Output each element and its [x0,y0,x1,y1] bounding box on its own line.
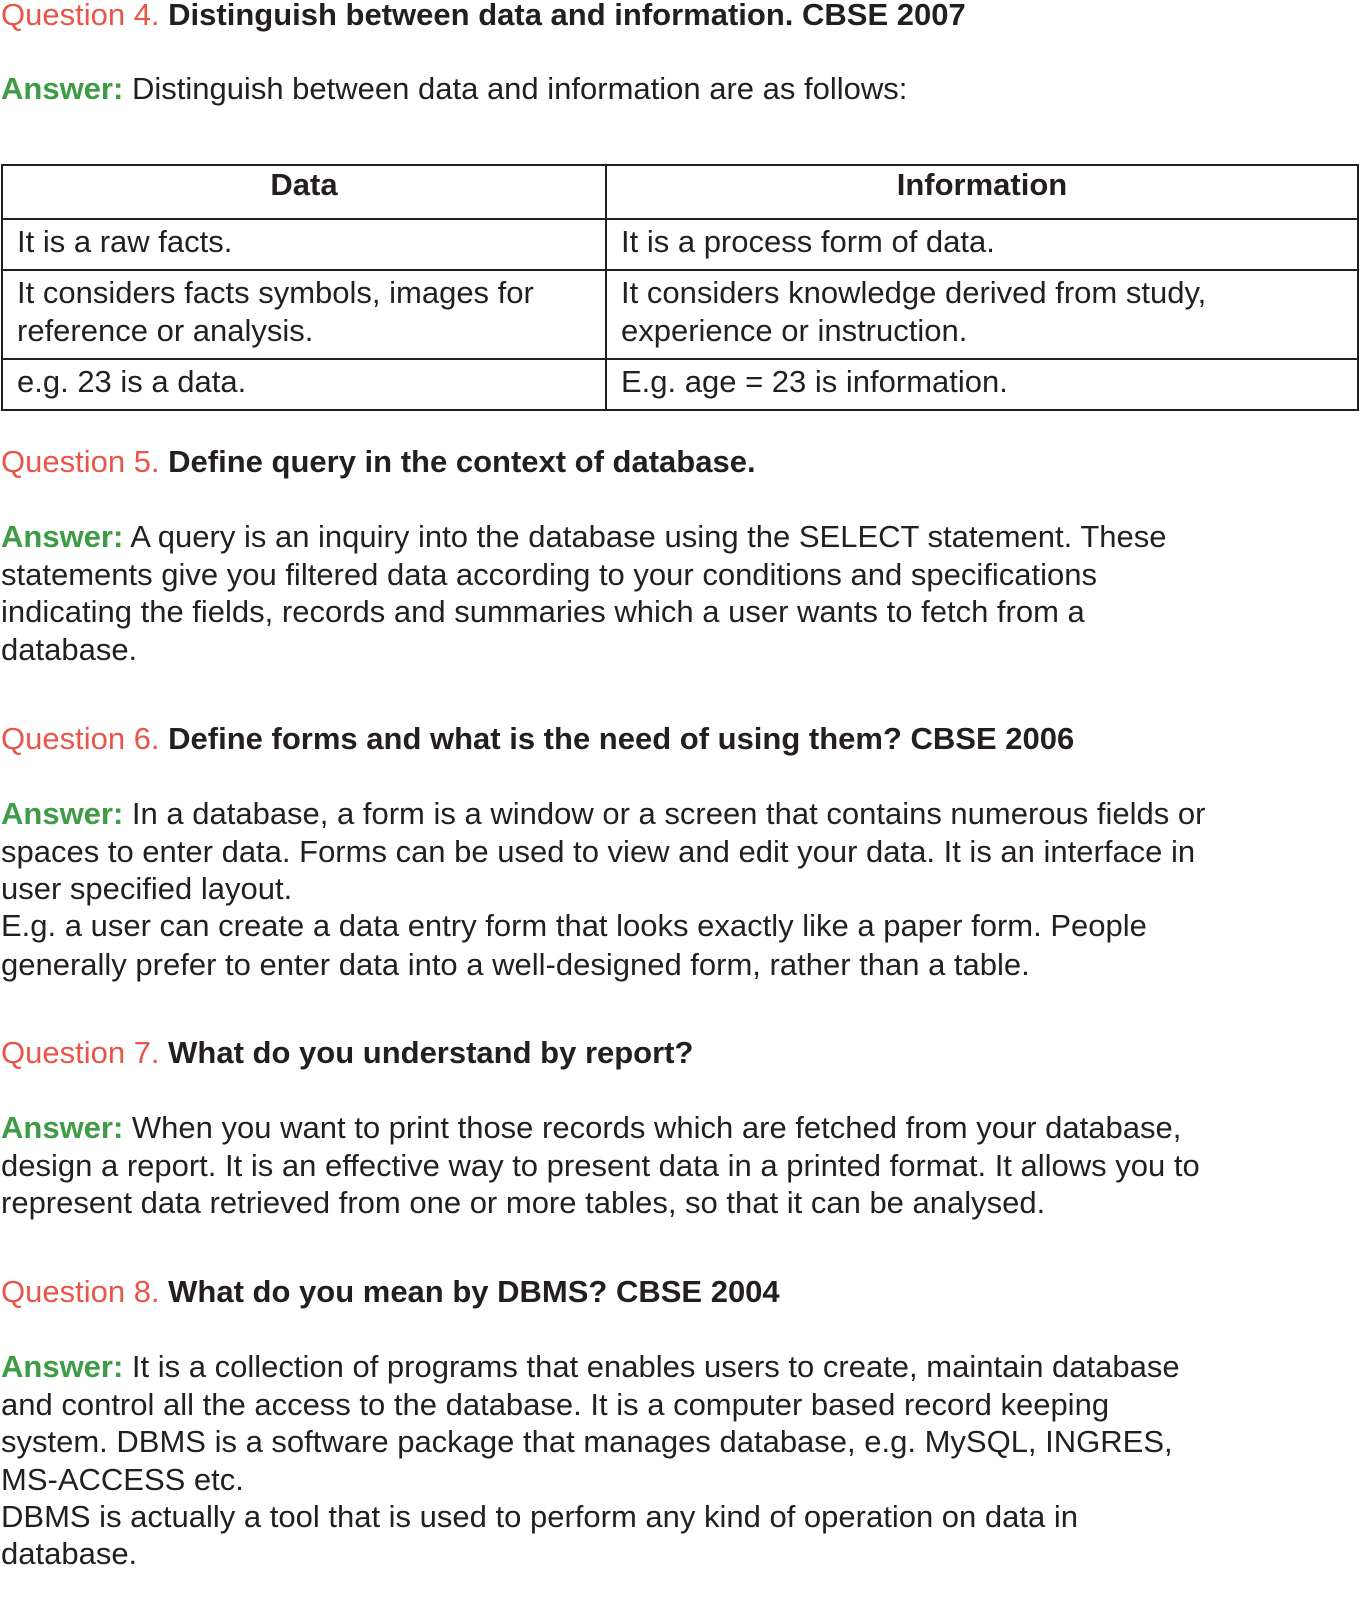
question-8-heading [1,1273,780,1311]
cell-data [2,270,606,359]
answer-8-line: and control all the access to the database. It is a computer based record keeping [1,1387,1110,1422]
question-7-heading [1,1034,693,1072]
question-4-answer [1,70,907,108]
question-7-text: What do you understand by report? [168,1035,694,1070]
answer-8-line: MS-ACCESS etc. [1,1462,244,1497]
answer-6-line: user specified layout. [1,871,293,906]
question-6-heading [1,720,1074,758]
answer-6-line: generally prefer to enter data into a well-designed form, rather than a table. [1,947,1030,982]
table-header-row [2,165,1358,219]
answer-6-text: In a database, a form is a window or a screen that contains numerous fields or [123,796,1206,831]
question-5-heading [1,443,756,481]
table-row [2,270,1358,359]
cell-information [606,270,1358,359]
question-4-label: Question 4. [1,0,160,32]
answer-6-line: spaces to enter data. Forms can be used to view and edit your data. It is an interface in [1,834,1196,869]
cell-information: E.g. age = 23 is information. [606,359,1358,410]
answer-7-text: When you want to print those records which are fetched from your database, [123,1110,1182,1145]
cell-information-line: It considers knowledge derived from study, [621,275,1207,310]
answer-8-label: Answer: [1,1349,124,1384]
answer-6-line: E.g. a user can create a data entry form that looks exactly like a paper form. People [1,908,1147,943]
answer-5-label: Answer: [1,519,124,554]
answer-5-line [1,518,1166,556]
answer-4-label: Answer: [1,71,124,106]
table-row [2,219,1358,270]
table-row [2,359,1358,410]
question-8-label: Question 8. [1,1274,160,1309]
answer-7-line: represent data retrieved from one or more tables, so that it can be analysed. [1,1185,1046,1220]
cell-data-line: reference or analysis. [17,313,314,348]
cell-data: e.g. 23 is a data. [2,359,606,410]
answer-6-label: Answer: [1,796,124,831]
answer-8-text: It is a collection of programs that enables users to create, maintain database [123,1349,1180,1384]
answer-7-line [1,1109,1181,1147]
header-information: Information [606,165,1358,219]
question-4-text: Distinguish between data and information. CBSE 2007 [168,0,966,32]
cell-data-line: It considers facts symbols, images for [17,275,534,310]
question-6-label: Question 6. [1,721,160,756]
answer-8-line [1,1348,1180,1386]
answer-7-line: design a report. It is an effective way to present data in a printed format. It allows you to [1,1148,1200,1183]
question-6-text: Define forms and what is the need of using them? CBSE 2006 [168,721,1075,756]
answer-7-label: Answer: [1,1110,124,1145]
question-5-text: Define query in the context of database. [168,444,756,479]
question-7-label: Question 7. [1,1035,160,1070]
answer-8-line: DBMS is actually a tool that is used to perform any kind of operation on data in [1,1499,1078,1534]
answer-8-line: system. DBMS is a software package that manages database, e.g. MySQL, INGRES, [1,1424,1173,1459]
answer-5-text: A query is an inquiry into the database using the SELECT statement. These [123,519,1167,554]
question-8-text: What do you mean by DBMS? CBSE 2004 [168,1274,780,1309]
answer-8-line: database. [1,1536,138,1571]
answer-6-line [1,795,1205,833]
cell-data: It is a raw facts. [2,219,606,270]
answer-4-text: Distinguish between data and information are as follows: [131,71,908,106]
data-vs-information-table [1,164,1359,411]
answer-5-line: database. [1,632,138,667]
answer-5-line: statements give you filtered data according to your conditions and specifications [1,557,1097,592]
question-4-heading [1,0,966,34]
cell-information: It is a process form of data. [606,219,1358,270]
answer-5-line: indicating the fields, records and summaries which a user wants to fetch from a [1,594,1085,629]
cell-information-line: experience or instruction. [621,313,968,348]
question-5-label: Question 5. [1,444,160,479]
header-data: Data [2,165,606,219]
